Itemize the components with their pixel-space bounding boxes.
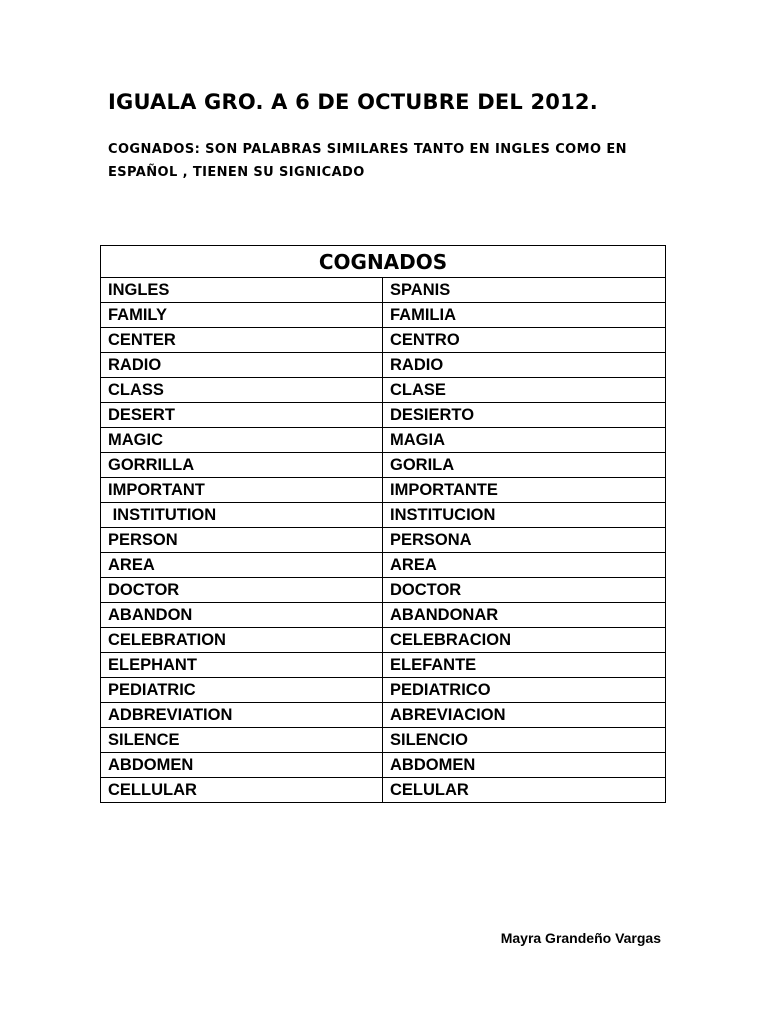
- spanish-word-cell: AREA: [383, 553, 666, 578]
- table-body: [101, 303, 666, 803]
- column-header-spanish: SPANIS: [383, 278, 666, 303]
- spanish-word-cell: CENTRO: [383, 328, 666, 353]
- spanish-word-cell: ABDOMEN: [383, 753, 666, 778]
- table-row: [101, 603, 666, 628]
- table-title-row: [101, 246, 666, 278]
- english-word-cell: IMPORTANT: [101, 478, 383, 503]
- english-word-cell: PERSON: [101, 528, 383, 553]
- table-row: [101, 303, 666, 328]
- english-word-cell: ELEPHANT: [101, 653, 383, 678]
- table-row: [101, 678, 666, 703]
- spanish-word-cell: DOCTOR: [383, 578, 666, 603]
- english-word-cell: ADBREVIATION: [101, 703, 383, 728]
- spanish-word-cell: GORILA: [383, 453, 666, 478]
- table-row: [101, 378, 666, 403]
- spanish-word-cell: PEDIATRICO: [383, 678, 666, 703]
- spanish-word-cell: ELEFANTE: [383, 653, 666, 678]
- column-header-english: INGLES: [101, 278, 383, 303]
- table-row: [101, 553, 666, 578]
- table-row: [101, 778, 666, 803]
- table-row: [101, 528, 666, 553]
- english-word-cell: GORRILLA: [101, 453, 383, 478]
- spanish-word-cell: INSTITUCION: [383, 503, 666, 528]
- cognates-table: [100, 245, 666, 803]
- table-row: [101, 703, 666, 728]
- english-word-cell: DOCTOR: [101, 578, 383, 603]
- table-header-row: [101, 278, 666, 303]
- table-row: [101, 628, 666, 653]
- table-row: [101, 503, 666, 528]
- english-word-cell: SILENCE: [101, 728, 383, 753]
- english-word-cell: ABANDON: [101, 603, 383, 628]
- spanish-word-cell: RADIO: [383, 353, 666, 378]
- spanish-word-cell: PERSONA: [383, 528, 666, 553]
- english-word-cell: PEDIATRIC: [101, 678, 383, 703]
- spanish-word-cell: IMPORTANTE: [383, 478, 666, 503]
- spanish-word-cell: CELEBRACION: [383, 628, 666, 653]
- english-word-cell: CELEBRATION: [101, 628, 383, 653]
- table-row: [101, 403, 666, 428]
- table-row: [101, 728, 666, 753]
- table-title: COGNADOS: [101, 246, 666, 278]
- table-row: [101, 328, 666, 353]
- table-row: [101, 353, 666, 378]
- english-word-cell: FAMILY: [101, 303, 383, 328]
- document-heading: IGUALA GRO. A 6 DE OCTUBRE DEL 2012.: [108, 90, 598, 114]
- spanish-word-cell: CELULAR: [383, 778, 666, 803]
- english-word-cell: INSTITUTION: [101, 503, 383, 528]
- english-word-cell: RADIO: [101, 353, 383, 378]
- spanish-word-cell: DESIERTO: [383, 403, 666, 428]
- table-row: [101, 653, 666, 678]
- spanish-word-cell: ABANDONAR: [383, 603, 666, 628]
- spanish-word-cell: FAMILIA: [383, 303, 666, 328]
- spanish-word-cell: CLASE: [383, 378, 666, 403]
- english-word-cell: CLASS: [101, 378, 383, 403]
- spanish-word-cell: ABREVIACION: [383, 703, 666, 728]
- english-word-cell: CELLULAR: [101, 778, 383, 803]
- spanish-word-cell: MAGIA: [383, 428, 666, 453]
- table-row: [101, 753, 666, 778]
- english-word-cell: MAGIC: [101, 428, 383, 453]
- table-row: [101, 478, 666, 503]
- table-row: [101, 453, 666, 478]
- table-row: [101, 578, 666, 603]
- table-row: [101, 428, 666, 453]
- english-word-cell: AREA: [101, 553, 383, 578]
- spanish-word-cell: SILENCIO: [383, 728, 666, 753]
- english-word-cell: DESERT: [101, 403, 383, 428]
- english-word-cell: CENTER: [101, 328, 383, 353]
- intro-paragraph: COGNADOS: SON PALABRAS SIMILARES TANTO EN INGLES COMO EN ESPAÑOL , TIENEN SU SIGNICADO: [108, 142, 627, 180]
- author-signature: Mayra Grandeño Vargas: [500, 930, 661, 946]
- english-word-cell: ABDOMEN: [101, 753, 383, 778]
